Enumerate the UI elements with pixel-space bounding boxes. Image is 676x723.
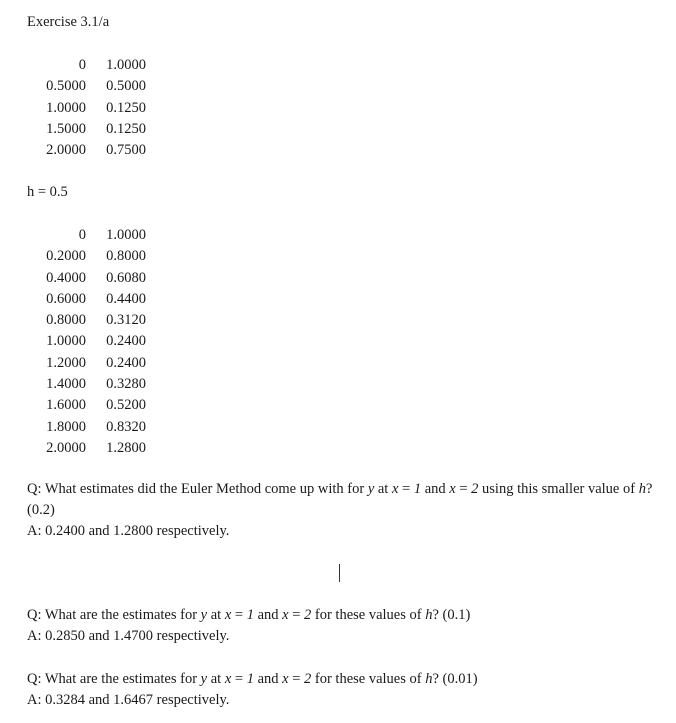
table-row [30, 353, 146, 374]
x-value: 0.8000 [46, 312, 86, 329]
table-row [30, 331, 146, 352]
table-row [30, 417, 146, 438]
x-value: 0.6000 [46, 290, 86, 307]
y-value: 0.5000 [106, 78, 146, 95]
y-value: 0.5200 [106, 397, 146, 414]
y-value: 0.7500 [106, 142, 146, 159]
x-value: 2.0000 [46, 439, 86, 456]
y-value: 0.3280 [106, 376, 146, 393]
table-row [30, 119, 146, 140]
question-3: Q: What are the estimates for y at x = 1 and x = 2 for these values of h? (0.01) [27, 671, 478, 687]
y-value: 0.2400 [106, 333, 146, 350]
y-value: 0.6080 [106, 269, 146, 286]
question-2: Q: What are the estimates for y at x = 1 and x = 2 for these values of h? (0.1) [27, 607, 471, 623]
page-title: Exercise 3.1/a [27, 14, 110, 30]
x-value: 1.0000 [46, 99, 86, 116]
y-value: 1.0000 [106, 57, 146, 73]
results-table-2 [30, 225, 146, 459]
answer-3: A: 0.3284 and 1.6467 respectively. [27, 692, 230, 708]
x-value: 0 [78, 57, 86, 73]
results-table-1 [30, 55, 146, 161]
answer-1: A: 0.2400 and 1.2800 respectively. [27, 523, 230, 539]
y-value: 0.4400 [106, 290, 146, 307]
y-value: 1.2800 [106, 439, 146, 456]
y-value: 0.1250 [106, 99, 146, 116]
answer-2: A: 0.2850 and 1.4700 respectively. [27, 628, 230, 644]
table-row [30, 268, 146, 289]
y-value: 0.8320 [106, 418, 146, 435]
x-value: 0.4000 [46, 269, 86, 286]
x-value: 1.2000 [46, 354, 86, 371]
table-row [30, 438, 146, 459]
y-value: 0.2400 [106, 354, 146, 371]
table-row [30, 98, 146, 119]
x-value: 1.4000 [46, 376, 86, 393]
question-1: Q: What estimates did the Euler Method come up with for y at x = 1 and x = 2 using this smaller value of h? (0.2) [27, 481, 653, 518]
table-row [30, 140, 146, 161]
x-value: 1.6000 [46, 397, 86, 414]
y-value: 0.1250 [106, 120, 146, 137]
step-size-label: h = 0.5 [27, 184, 68, 200]
y-value: 0.3120 [106, 312, 146, 329]
table-row [30, 395, 146, 416]
x-value: 1.5000 [46, 120, 86, 137]
text-cursor [339, 564, 340, 582]
x-value: 0 [78, 227, 86, 243]
table-row [30, 55, 146, 76]
y-value: 0.8000 [106, 248, 146, 265]
x-value: 1.8000 [46, 418, 86, 435]
x-value: 2.0000 [46, 142, 86, 159]
x-value: 0.2000 [46, 248, 86, 265]
table-row [30, 225, 146, 246]
table-row [30, 76, 146, 97]
x-value: 0.5000 [46, 78, 86, 95]
y-value: 1.0000 [106, 227, 146, 243]
table-row [30, 289, 146, 310]
table-row [30, 246, 146, 267]
table-row [30, 310, 146, 331]
table-row [30, 374, 146, 395]
qa-block-1 [27, 479, 657, 542]
x-value: 1.0000 [46, 333, 86, 350]
qa-block-2 [27, 605, 470, 647]
qa-block-3 [27, 669, 478, 711]
